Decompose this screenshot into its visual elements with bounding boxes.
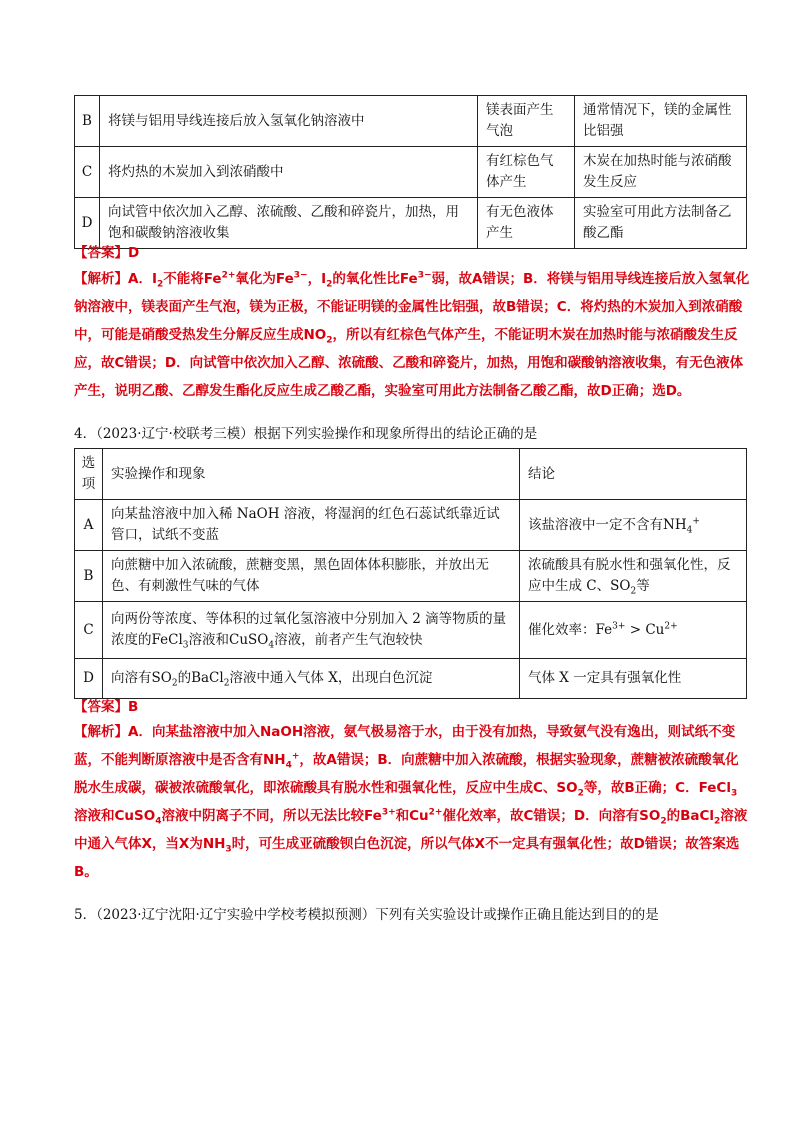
operation-cell: 向溶有$SO_2$的BaCl$_2$溶液中通入气体 X，出现白色沉淀 [103,659,520,699]
table-header-row [75,449,747,500]
explanation-q3: 【解析】A．$I_2$不能将$Fe^{2+}$氧化为$Fe^{3-}$，$I_2$的氧化性比$Fe^{3-}$弱，故A错误；B．将镁与铝用导线连接后放入氢氧化钠溶液中，镁表面产生气泡，镁为正极，不能证明镁的金属性比铝强，故B错误；C．将灼热的木炭加入到浓硝酸中，可能是硝酸受热发生分解反应生成$NO_2$，所以有红棕色气体产生，不能证明木炭在加热时能与浓硝酸发生反应，故C错误；D．向试管中依次加入乙醇、浓硫酸、乙酸和碎瓷片，加热，用饱和碳酸钠溶液收集，有无色液体产生，说明乙酸、乙醇发生酯化反应生成乙酸乙酯，实验室可用此方法制备乙酸乙酯，故D正确；选D。 [74,270,750,399]
conclusion-cell: 浓硫酸具有脱水性和强氧化性，反应中生成 C、$SO_2$等 [520,551,747,602]
operation-cell: 向某盐溶液中加入稀 NaOH 溶液，将湿润的红色石蕊试纸靠近试管口，试纸不变蓝 [103,500,520,551]
answer-q4: 【答案】B [74,699,139,715]
table-row [75,198,747,249]
conclusion-cell: 通常情况下，镁的金属性比铝强 [575,96,747,147]
operation-cell: 向两份等浓度、等体积的过氧化氢溶液中分别加入 2 滴等物质的量浓度的FeCl$_3$溶液和CuSO$_4$溶液，前者产生气泡较快 [103,602,520,659]
table-row [75,551,747,602]
table-row [75,147,747,198]
options-table-q3 [74,95,747,249]
operation-cell: 将镁与铝用导线连接后放入氢氧化钠溶液中 [100,96,478,147]
row-label: D [75,198,100,249]
conclusion-cell: 木炭在加热时能与浓硝酸发生反应 [575,147,747,198]
header-conclusion: 结论 [520,449,747,500]
conclusion-cell: 催化效率：$Fe^{3+} > Cu^{2+}$ [520,602,747,659]
operation-cell: 向蔗糖中加入浓硫酸，蔗糖变黑，黑色固体体积膨胀，并放出无色、有刺激性气味的气体 [103,551,520,602]
options-table-q4 [74,448,747,699]
conclusion-cell: 该盐溶液中一定不含有$NH_4^+$ [520,500,747,551]
table-row [75,500,747,551]
row-label: C [75,602,103,659]
phenomenon-cell: 有无色液体产生 [478,198,575,249]
row-label: B [75,96,100,147]
table-row [75,602,747,659]
explanation-q4: 【解析】A．向某盐溶液中加入NaOH溶液，氨气极易溶于水，由于没有加热，导致氨气没有逸出，则试纸不变蓝，不能判断原溶液中是否含有$NH_4^+$，故A错误；B．向蔗糖中加入浓硫酸，根据实验现象，蔗糖被浓硫酸氧化脱水生成碳，碳被浓硫酸氧化，即浓硫酸具有脱水性和强氧化性，反应中生成C、$SO_2$等，故B正确；C．FeCl$_3$溶液和CuSO$_4$溶液中阴离子不同，所以无法比较$Fe^{3+}$和$Cu^{2+}$催化效率，故C错误；D．向溶有$SO_2$的BaCl$_2$溶液中通入气体X，当X为$NH_3$时，可生成亚硫酸钡白色沉淀，所以气体X不一定具有强氧化性；故D错误；故答案选B。 [74,724,748,880]
question-5-stem: 5．（2023·辽宁沈阳·辽宁实验中学校考模拟预测）下列有关实验设计或操作正确且能达到目的的是 [74,907,659,923]
header-option: 选项 [75,449,103,500]
question-4-stem: 4．（2023·辽宁·校联考三模）根据下列实验操作和现象所得出的结论正确的是 [74,426,538,442]
conclusion-cell: 气体 X 一定具有强氧化性 [520,659,747,699]
header-operation: 实验操作和现象 [103,449,520,500]
phenomenon-cell: 有红棕色气体产生 [478,147,575,198]
phenomenon-cell: 镁表面产生气泡 [478,96,575,147]
conclusion-cell: 实验室可用此方法制备乙酸乙酯 [575,198,747,249]
answer-q3: 【答案】D [74,245,140,261]
row-label: B [75,551,103,602]
row-label: A [75,500,103,551]
row-label: D [75,659,103,699]
operation-cell: 向试管中依次加入乙醇、浓硫酸、乙酸和碎瓷片，加热，用饱和碳酸钠溶液收集 [100,198,478,249]
table-row [75,96,747,147]
operation-cell: 将灼热的木炭加入到浓硝酸中 [100,147,478,198]
row-label: C [75,147,100,198]
table-row [75,659,747,699]
